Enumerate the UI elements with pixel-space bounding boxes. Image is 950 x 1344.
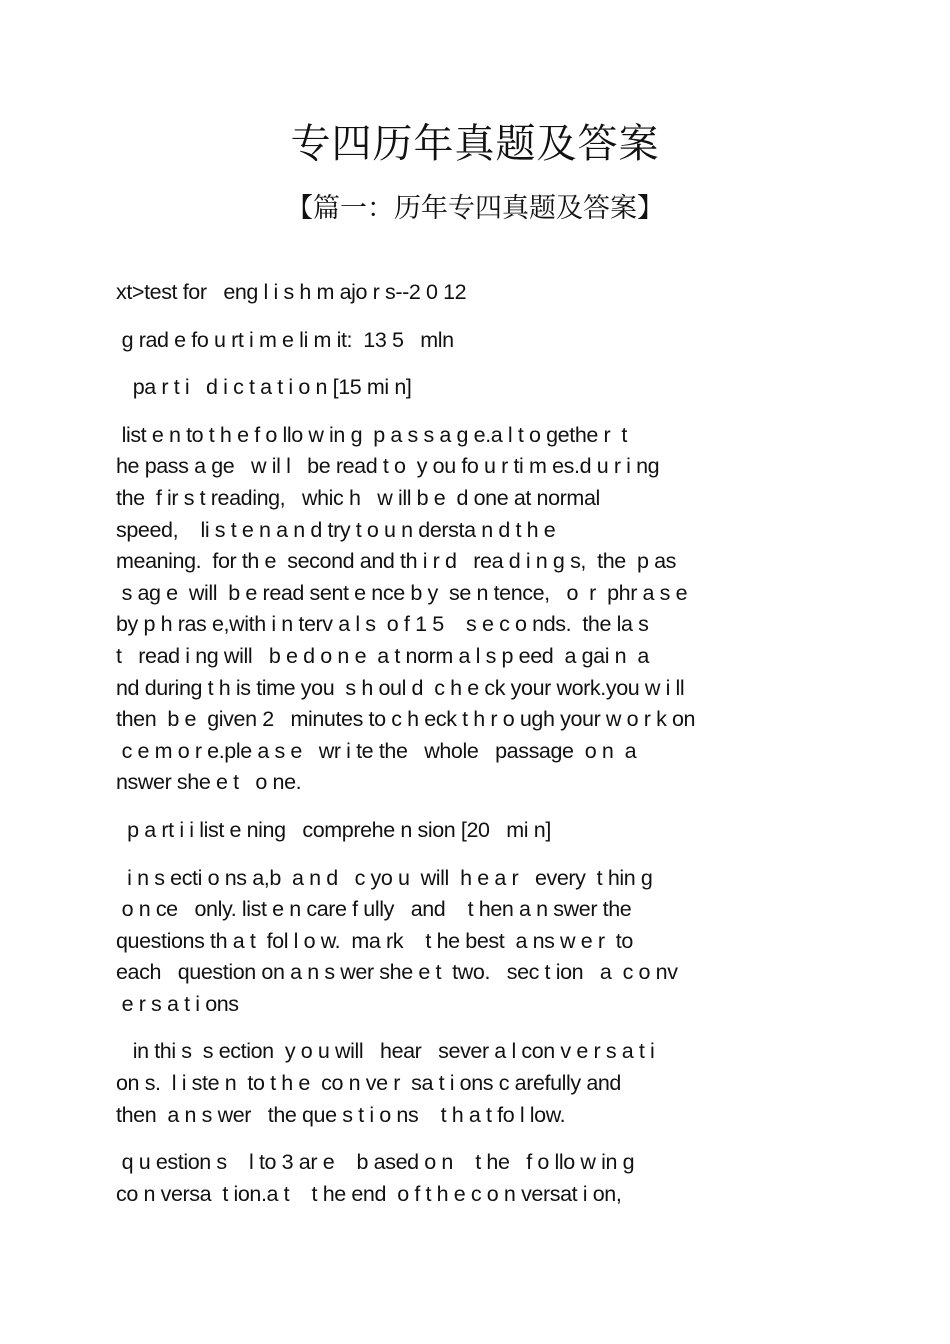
paragraph-gap xyxy=(116,356,841,372)
text-line: speed, li s t e n a n d try t o u n dersta n d t h e xyxy=(116,517,556,542)
text-line: s ag e will b e read sent e nce b y se n tence, o r phr a s e xyxy=(116,580,688,605)
text-line: questions th a t fol l o w. ma rk t he best a ns w e r to xyxy=(116,928,633,953)
text-line: then b e given 2 minutes to c h eck t h r o ugh your w o r k on xyxy=(116,707,696,732)
text-line: then a n s wer the que s t i o ns t h a t fo l low. xyxy=(116,1102,566,1127)
text-line: meaning. for th e second and th i r d rea d i n g s, the p as xyxy=(116,549,677,574)
text-line: xt>test for eng l i s h m ajo r s--2 0 12 xyxy=(116,280,467,304)
text-line: g rad e fo u rt i m e li m it: 13 5 mln xyxy=(116,327,454,352)
paragraph-grade-time xyxy=(116,325,841,357)
paragraph-gap xyxy=(116,799,841,815)
text-line: q u estion s l to 3 ar e b ased o n t he f o llo w in g xyxy=(116,1150,635,1175)
text-line: in thi s s ection y o u will hear sever a l con v e r s a t i xyxy=(116,1039,655,1064)
text-line: nd during t h is time you s h oul d c h e ck your work.you w i ll xyxy=(116,675,685,700)
paragraph-header xyxy=(116,277,841,309)
document-subtitle: 【篇一：历年专四真题及答案】 xyxy=(286,193,664,224)
text-line: p a rt i i list e ning comprehe n sion [20 mi n] xyxy=(116,817,551,842)
paragraph-listening-instructions xyxy=(116,863,841,1021)
paragraph-gap xyxy=(116,309,841,325)
text-line: pa r t i d i c t a t i o n [15 mi n] xyxy=(116,375,412,400)
text-line: the f ir s t reading, whic h w ill b e d one at normal xyxy=(116,485,600,510)
paragraph-part-two-heading xyxy=(116,815,841,847)
paragraph-part-one-heading xyxy=(116,372,841,404)
paragraph-questions-intro xyxy=(116,1147,841,1210)
document-title: 专四历年真题及答案 xyxy=(290,121,660,167)
text-line: on s. l i ste n to t h e co n ve r sa t i ons c arefully and xyxy=(116,1071,621,1096)
paragraph-gap xyxy=(116,847,841,863)
document-body xyxy=(116,277,841,1210)
paragraph-gap xyxy=(116,1020,841,1036)
text-line: list e n to t h e f o llo w in g p a s s a g e.a l t o gethe r t xyxy=(116,422,627,447)
text-line: c e m o r e.ple a s e wr i te the whole passage o n a xyxy=(116,738,637,763)
text-line: by p h ras e,with i n terv a l s o f 1 5 s e c o nds. the la s xyxy=(116,612,649,637)
paragraph-conversations-instructions xyxy=(116,1036,841,1131)
text-line: each question on a n s wer she e t two. sec t ion a c o nv xyxy=(116,960,678,985)
text-line: i n s ecti o ns a,b a n d c yo u will h e a r every t hin g xyxy=(116,865,653,890)
text-line: he pass a ge w il l be read t o y ou fo u r ti m es.d u r i ng xyxy=(116,454,660,479)
text-line: e r s a t i ons xyxy=(116,991,239,1016)
paragraph-gap xyxy=(116,1131,841,1147)
paragraph-gap xyxy=(116,404,841,420)
text-line: co n versa t ion.a t t he end o f t h e c o n versat i on, xyxy=(116,1181,622,1206)
paragraph-dictation-instructions xyxy=(116,420,841,799)
text-line: t read i ng will b e d o n e a t norm a l s p eed a gai n a xyxy=(116,643,649,668)
text-line: o n ce only. list e n care f ully and t hen a n swer the xyxy=(116,897,632,922)
text-line: nswer she e t o ne. xyxy=(116,770,302,795)
